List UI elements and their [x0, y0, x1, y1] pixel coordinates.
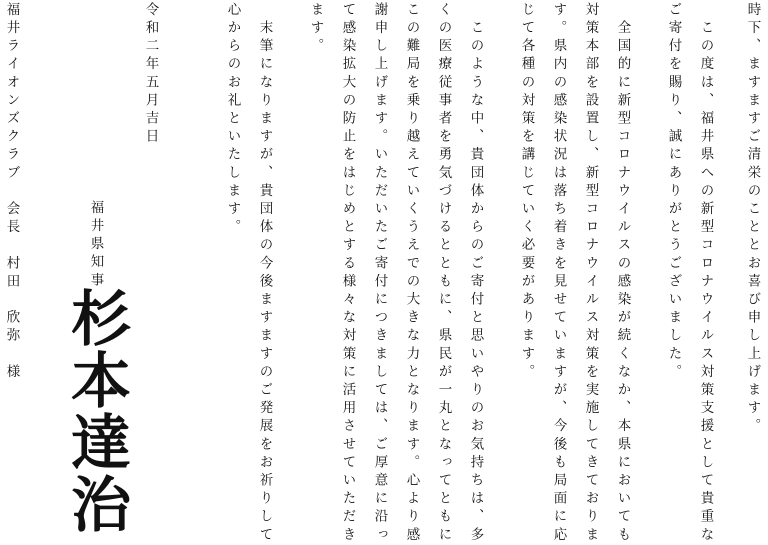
- letter-line-13: ます。: [307, 2, 324, 57]
- letter-line-3: ご寄付を賜り、誠にありがとうございました。: [665, 2, 682, 383]
- letter-line-5: 対策本部を設置し、新型コロナウイルス対策を実施してきておりま: [582, 2, 599, 545]
- letter-date: 令和二年五月吉日: [142, 2, 159, 147]
- recipient-line: 福井ライオンズクラブ 会長 村田 欣弥 様: [3, 2, 20, 383]
- letter-line-8: このような中、貴団体からのご寄付と思いやりのお気持ちは、多: [467, 2, 484, 545]
- letter-line-10: この難局を乗り越えていくうえでの大きな力となります。心より感: [403, 2, 420, 545]
- sender-title: 福井県知事: [87, 200, 104, 291]
- letter-line-11: 謝申し上げます。いただいたご寄付につきましては、ご厚意に沿っ: [371, 2, 388, 545]
- letter-line-7: じて各種の対策を講じていく必要があります。: [518, 2, 535, 383]
- letter-line-12: て感染拡大の防止をはじめとする様々な対策に活用させていただき: [339, 2, 356, 545]
- letter-line-2: この度は、福井県への新型コロナウイルス対策支援として貴重な: [697, 2, 714, 545]
- letter-line-1: 時下、ますますご清栄のこととお喜び申し上げます。: [744, 2, 761, 437]
- letter-line-6: す。県内の感染状況は落ち着きを見せていますが、今後も局面に応: [550, 2, 567, 545]
- letter-line-14: 末筆になりますが、貴団体の今後ますますのご発展をお祈りして: [256, 2, 273, 545]
- sender-signature: 杉本達治: [61, 287, 131, 535]
- letter-line-9: くの医療従事者を勇気づけるとともに、県民が一丸となってともに: [435, 2, 452, 545]
- letter-line-4: 全国的に新型コロナウイルスの感染が続くなか、本県においても: [614, 2, 631, 545]
- letter-line-15: 心からのお礼といたします。: [224, 2, 241, 238]
